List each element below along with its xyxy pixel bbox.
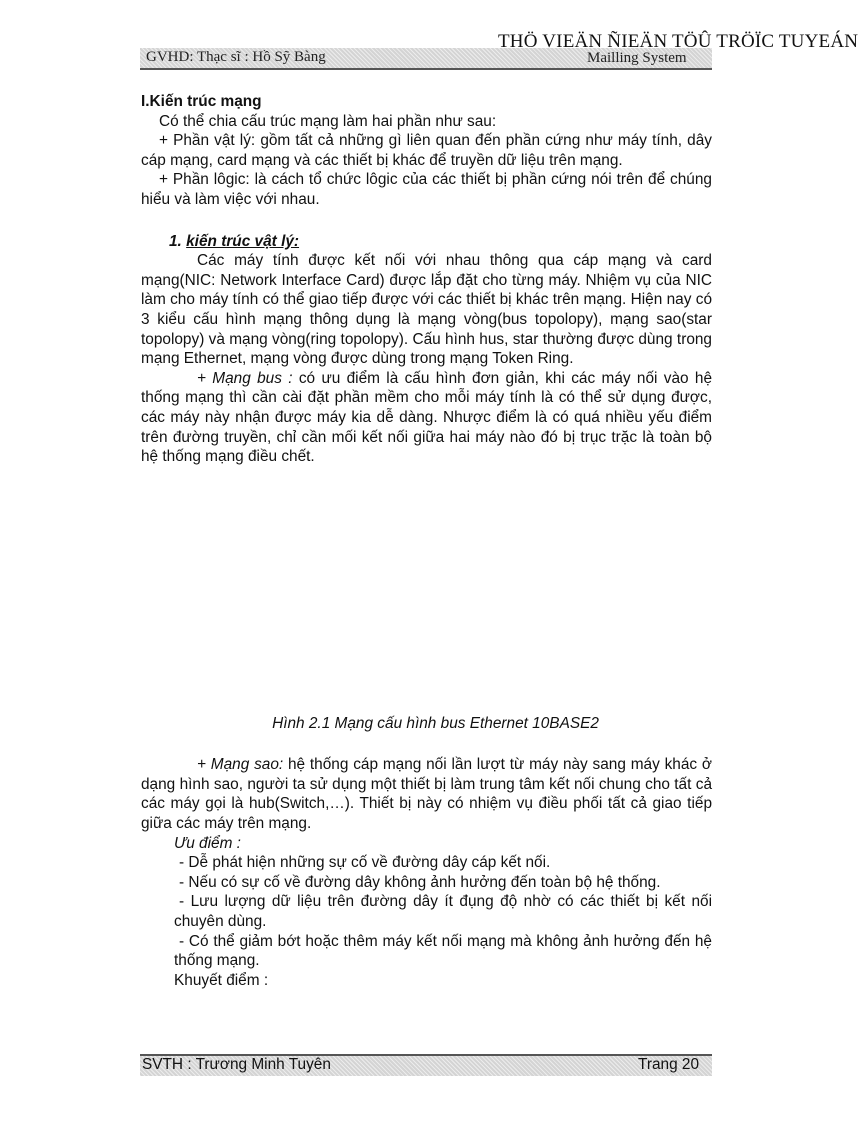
footer-page-number: Trang 20	[638, 1056, 700, 1073]
logic-part-point: + Phần lôgic: là cách tổ chức lôgic của các thiết bị phần cứng nói trên để chúng hiểu và làm việc với nhau.	[141, 171, 712, 208]
pros-item: - Có thể giảm bớt hoặc thêm máy kết nối mạng mà không ảnh hưởng đến hệ thống mạng.	[174, 932, 712, 970]
footer-student: SVTH : Trương Minh Tuyên	[142, 1056, 331, 1073]
page-content	[141, 92, 712, 990]
pros-item: - Nếu có sự cố về đường dây không ảnh hưởng đến toàn bộ hệ thống.	[179, 873, 661, 891]
pros-item: - Lưu lượng dữ liệu trên đường dây ít đụng độ nhờ có các thiết bị kết nối chuyên dùng.	[174, 893, 712, 931]
figure-area	[141, 467, 712, 714]
header-system-name: Mailling System	[587, 50, 687, 66]
library-watermark: THÖ VIEÄN ÑIEÄN TÖÛ TRÖÏC TUYEÁN	[498, 31, 858, 52]
star-network-paragraph	[141, 755, 712, 833]
section-title: I.Kiến trúc mạng	[141, 93, 262, 110]
pros-title: Ưu điểm :	[174, 834, 241, 852]
subsection-heading	[169, 232, 712, 252]
intro-text: Có thể chia cấu trúc mạng làm hai phần như sau:	[159, 112, 497, 130]
cons-title: Khuyết điểm :	[174, 971, 269, 989]
bus-network-paragraph	[141, 369, 712, 467]
figure-caption: Hình 2.1 Mạng cấu hình bus Ethernet 10BASE2	[272, 714, 599, 732]
physical-part-point: + Phần vật lý: gồm tất cả những gì liên quan đến phần cứng như máy tính, dây cáp mạng, card mạng và các thiết bị khác để truyền dữ liệu trên mạng.	[141, 132, 712, 169]
subsection-title: kiến trúc vật lý:	[186, 232, 300, 250]
physical-architecture-paragraph: Các máy tính được kết nối với nhau thông qua cáp mạng và card mạng(NIC: Network Interface Card) được lắp đặt cho từng máy. Nhiệm vụ của NIC làm cho máy tính có thể giao tiếp được với các thiết bị khác trên mạng. Hiện nay có 3 kiểu cấu hình mạng thông dụng là mạng vòng(bus topolopy), mạng sao(star topolopy) và mạng vòng(ring topolopy). Cấu hình hus, star thường được dùng trong mạng Ethernet, mạng vòng được dùng trong mạng Token Ring.	[141, 252, 712, 368]
star-text: hệ thống cáp mạng nối lần lượt từ máy này sang máy khác ở dạng hình sao, người ta sử dụng một thiết bị làm trung tâm kết nối chung cho tất cả các máy gọi là hub(Switch,…). Thiết bị này có nhiệm vụ điều phối tất cả giao tiếp giữa các máy trên mạng.	[141, 756, 713, 833]
subsection-number: 1.	[169, 232, 187, 250]
pros-item: - Dễ phát hiện những sự cố về đường dây cáp kết nối.	[179, 854, 551, 872]
star-label: + Mạng sao:	[197, 756, 284, 774]
header-advisor: GVHD: Thạc sĩ : Hồ Sỹ Bàng	[146, 49, 326, 65]
bus-label: + Mạng bus :	[197, 369, 293, 387]
bus-text: có ưu điểm là cấu hình đơn giản, khi các máy nối vào hệ thống mạng thì cần cài đặt phần mềm cho mỗi máy tính là có thể sử dụng được, các máy này nhận được máy kia dễ dàng. Nhược điểm là có quá nhiều yếu điểm trên đường truyền, chỉ cần mối kết nối giữa hai máy nào đó bị trục trặc là toàn bộ hệ thống mạng điều chết.	[141, 369, 712, 466]
